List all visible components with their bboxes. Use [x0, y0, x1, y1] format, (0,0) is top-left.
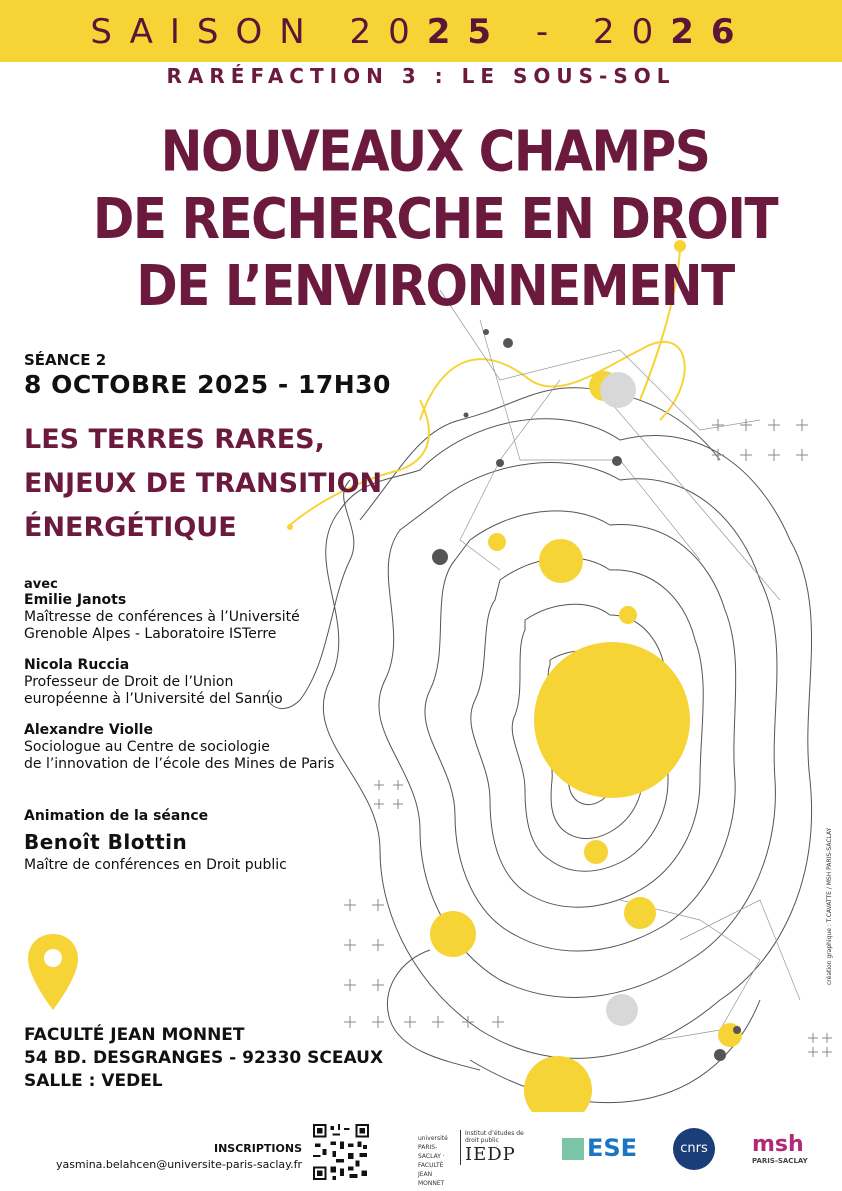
season-label: [0, 12, 842, 52]
animation-label: Animation de la séance: [24, 808, 209, 824]
speaker-role: Sociologue au Centre de sociologie: [24, 739, 270, 755]
season-year2: 26: [670, 12, 752, 52]
logo-iedp-text: IEDP: [465, 1144, 516, 1165]
season-year1: 25: [426, 12, 509, 52]
main-title: [40, 118, 830, 320]
title-line-1: NOUVEAUX CHAMPS: [160, 119, 710, 185]
logo-cnrs: cnrs: [673, 1128, 715, 1170]
venue-street: 54 BD. DESGRANGES - 92330 SCEAUX: [24, 1048, 384, 1068]
speaker-role: Professeur de Droit de l’Union: [24, 674, 234, 690]
inscriptions-label: INSCRIPTIONS: [214, 1142, 302, 1155]
speakers-intro: avec: [24, 577, 58, 592]
session-theme: [24, 418, 382, 550]
cycle-title: RARÉFACTION 3 : LE SOUS-SOL: [166, 64, 676, 88]
session-label: SÉANCE 2: [24, 351, 107, 369]
speaker-name: Emilie Janots: [24, 592, 127, 608]
logo-ese-text: ESE: [587, 1134, 638, 1162]
season-separator: - 20: [508, 12, 671, 52]
venue-name: FACULTÉ JEAN MONNET: [24, 1025, 245, 1045]
logo-iedp: [460, 1130, 527, 1165]
animator-role: Maître de conférences en Droit public: [24, 857, 287, 873]
logo-msh-text: msh: [752, 1132, 804, 1157]
logo-ese: [562, 1134, 637, 1162]
registration-info: [56, 1141, 302, 1173]
logo-universite-paris-saclay: université PARIS-SACLAY · FACULTÉ JEAN MONNET: [418, 1135, 448, 1187]
venue-room: SALLE : VEDEL: [24, 1071, 163, 1091]
theme-line-2: ENJEUX DE TRANSITION: [24, 468, 383, 499]
graphic-credit: création graphique : T.CAVATTE / MSH PARIS-SACLAY: [826, 827, 833, 985]
registration-email-link[interactable]: yasmina.belahcen@universite-paris-saclay.fr: [55, 1158, 302, 1171]
speaker-2: [24, 657, 283, 708]
theme-line-1: LES TERRES RARES,: [24, 424, 325, 455]
location-pin-icon: [26, 932, 80, 1012]
animator-name: Benoît Blottin: [24, 830, 188, 854]
theme-line-3: ÉNERGÉTIQUE: [24, 512, 237, 543]
speaker-role: Grenoble Alpes - Laboratoire ISTerre: [24, 626, 277, 642]
qr-code-icon[interactable]: [313, 1124, 369, 1180]
logo-iedp-sub: Institut d’études de droit public: [465, 1130, 524, 1144]
speaker-name: Nicola Ruccia: [24, 657, 130, 673]
speaker-1: [24, 592, 300, 643]
speaker-3: [24, 722, 334, 773]
venue-address: [24, 1024, 383, 1093]
speaker-role: Maîtresse de conférences à l’Université: [24, 609, 300, 625]
title-line-2: DE RECHERCHE EN DROIT: [92, 186, 778, 252]
logo-msh-paris-saclay: [752, 1132, 808, 1165]
logo-msh-sub: PARIS-SACLAY: [752, 1157, 808, 1165]
speaker-role: européenne à l’Université del Sannio: [24, 691, 283, 707]
session-date: 8 OCTOBRE 2025 - 17H30: [24, 370, 391, 399]
ese-mark-icon: [562, 1138, 584, 1160]
title-line-3: DE L’ENVIRONNEMENT: [136, 253, 734, 319]
speaker-role: de l’innovation de l’école des Mines de Paris: [24, 756, 335, 772]
speaker-name: Alexandre Violle: [24, 722, 153, 738]
season-prefix: SAISON 20: [90, 12, 427, 52]
